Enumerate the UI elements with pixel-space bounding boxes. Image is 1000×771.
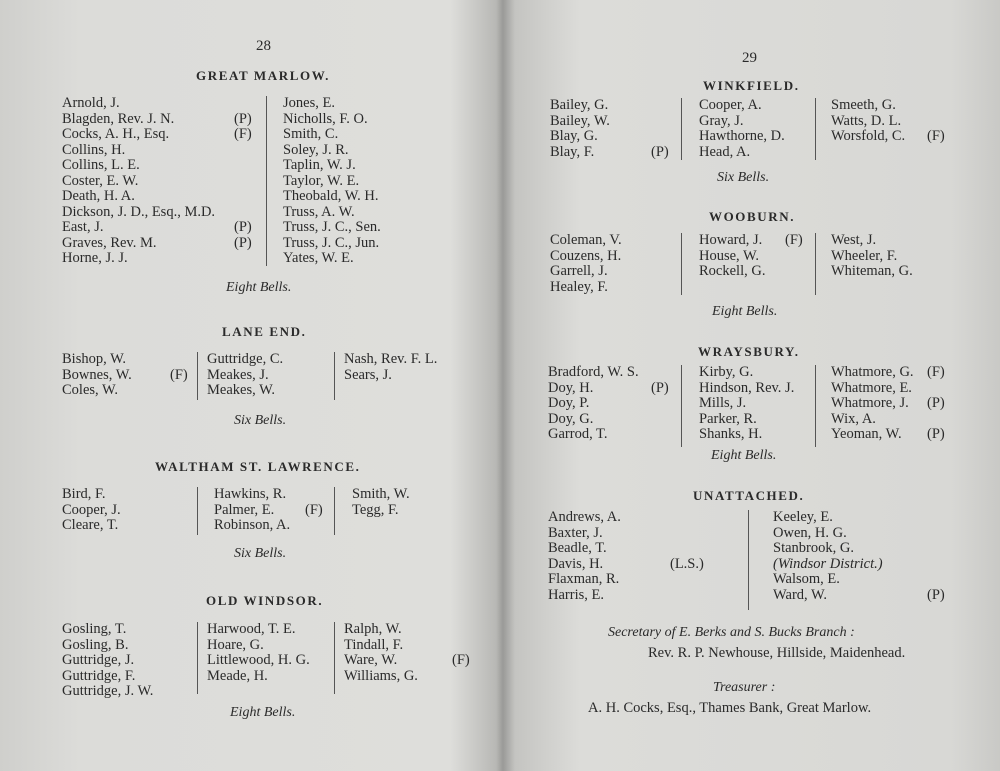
ringing-status-tag — [927, 98, 945, 114]
member-name: Arnold, J. — [62, 95, 120, 111]
ringing-status-tag — [651, 396, 669, 412]
ringing-status-tag — [234, 189, 252, 205]
member-name: Howard, J. — [699, 232, 763, 248]
secretary-value: Rev. R. P. Newhouse, Hillside, Maidenhead. — [648, 645, 906, 661]
ringing-status-tag — [785, 264, 803, 280]
member-name: Andrews, A. — [548, 509, 621, 525]
ringing-status-tag — [670, 572, 704, 588]
ringing-status-tag: (F) — [234, 126, 252, 142]
member-name: Tindall, F. — [344, 636, 404, 653]
bells-note: Eight Bells. — [711, 448, 777, 463]
member-name: Watts, D. L. — [831, 112, 902, 129]
member-name: Flaxman, R. — [548, 571, 620, 587]
member-name: Coster, E. W. — [62, 172, 139, 189]
wraysbury-tags-3 — [927, 365, 945, 443]
ringing-status-tag — [452, 638, 470, 654]
member-name: Truss, J. C., Jun. — [283, 234, 380, 251]
member-name: Blay, G. — [550, 128, 598, 144]
wooburn-column-3 — [831, 233, 913, 280]
member-name: Taylor, W. E. — [283, 172, 360, 189]
ringing-status-tag — [234, 96, 252, 112]
member-name: Bradford, W. S. — [548, 364, 639, 380]
member-name: Wheeler, F. — [831, 247, 898, 264]
member-name: Robinson, A. — [214, 517, 291, 533]
member-name: Guttridge, F. — [62, 667, 136, 684]
ringing-status-tag — [670, 510, 704, 526]
section-heading-great-marlow: GREAT MARLOW. — [196, 68, 330, 83]
ringing-status-tag — [234, 251, 252, 267]
winkfield-tags-3 — [927, 98, 945, 145]
treasurer-value: A. H. Cocks, Esq., Thames Bank, Great Marlow. — [588, 700, 872, 716]
member-name: Theobald, W. H. — [283, 188, 379, 204]
ringing-status-tag — [234, 205, 252, 221]
column-divider — [197, 487, 198, 535]
member-name: Ralph, W. — [344, 621, 402, 637]
great-marlow-column-2 — [283, 96, 381, 267]
unattached-column-2 — [773, 510, 883, 603]
member-name: Hindson, Rev. J. — [699, 379, 795, 396]
ringing-status-tag — [651, 427, 669, 443]
column-divider — [748, 510, 749, 610]
ringing-status-tag — [670, 588, 704, 604]
ringing-status-tag: (P) — [651, 379, 669, 396]
member-name: Jones, E. — [283, 95, 335, 111]
wooburn-column-1 — [550, 233, 622, 295]
member-name: (Windsor District.) — [773, 555, 883, 572]
member-name: Bailey, W. — [550, 112, 610, 129]
old-windsor-column-1 — [62, 622, 153, 700]
member-name: Guttridge, C. — [207, 351, 284, 367]
member-name: Garrod, T. — [548, 426, 608, 442]
bells-note: Six Bells. — [234, 413, 287, 428]
ringing-status-tag: (L.S.) — [670, 555, 704, 572]
member-name: Wix, A. — [831, 410, 876, 427]
section-heading-waltham-st-lawrence: WALTHAM ST. LAWRENCE. — [155, 459, 361, 474]
member-name: Nicholls, F. O. — [283, 110, 368, 127]
member-name: Baxter, J. — [548, 524, 603, 541]
ringing-status-tag — [651, 129, 669, 145]
member-name: Whatmore, G. — [831, 364, 914, 380]
ringing-status-tag — [305, 518, 323, 534]
member-name: Meakes, J. — [207, 366, 269, 383]
ringing-status-tag — [927, 557, 945, 573]
ringing-status-tag — [927, 114, 945, 130]
member-name: Gosling, B. — [62, 636, 129, 653]
waltham-tags-2 — [305, 487, 323, 534]
member-name: Truss, J. C., Sen. — [283, 219, 381, 235]
column-divider — [681, 98, 682, 160]
bells-note: Eight Bells. — [230, 705, 296, 720]
member-name: Yates, W. E. — [283, 250, 354, 266]
member-name: Gosling, T. — [62, 621, 127, 637]
member-name: Smith, C. — [283, 126, 339, 142]
winkfield-column-1 — [550, 98, 610, 160]
winkfield-column-2 — [699, 98, 785, 160]
ringing-status-tag — [651, 114, 669, 130]
member-name: Bailey, G. — [550, 97, 609, 113]
member-name: Stanbrook, G. — [773, 540, 854, 556]
ringing-status-tag — [651, 365, 669, 381]
member-name: Tegg, F. — [352, 501, 399, 518]
ringing-status-tag: (F) — [927, 128, 945, 144]
member-name: Hoare, G. — [207, 636, 264, 653]
member-name: Walsom, E. — [773, 571, 840, 587]
member-name: Coles, W. — [62, 382, 118, 398]
old-windsor-tags-3 — [452, 622, 470, 684]
member-name: Littlewood, H. G. — [207, 652, 310, 668]
ringing-status-tag — [927, 510, 945, 526]
winkfield-tags-1 — [651, 98, 669, 160]
member-name: Bishop, W. — [62, 351, 127, 367]
member-name: Collins, H. — [62, 141, 126, 158]
bells-note: Six Bells. — [234, 546, 287, 561]
member-name: Smith, W. — [352, 486, 410, 502]
unattached-tags-1 — [670, 510, 704, 603]
member-name: Gray, J. — [699, 112, 744, 129]
member-name: Kirby, G. — [699, 364, 754, 380]
member-name: Bird, F. — [62, 486, 106, 502]
member-name: Cleare, T. — [62, 517, 119, 533]
member-name: Whatmore, E. — [831, 379, 912, 396]
column-divider — [815, 365, 816, 447]
member-name: Whatmore, J. — [831, 395, 909, 411]
member-name: Harwood, T. E. — [207, 621, 296, 637]
member-name: Harris, E. — [548, 586, 604, 603]
column-divider — [681, 233, 682, 295]
member-name: Bownes, W. — [62, 366, 132, 383]
ringing-status-tag: (F) — [785, 232, 803, 248]
ringing-status-tag: (P) — [234, 234, 252, 251]
member-name: Hawkins, R. — [214, 486, 287, 502]
member-name: Ward, W. — [773, 586, 828, 603]
column-divider — [197, 622, 198, 694]
ringing-status-tag: (F) — [170, 366, 188, 383]
column-divider — [815, 233, 816, 295]
member-name: West, J. — [831, 232, 877, 248]
member-name: Nash, Rev. F. L. — [344, 351, 438, 367]
column-divider — [334, 352, 335, 400]
old-windsor-column-2 — [207, 622, 310, 684]
member-name: Death, H. A. — [62, 188, 135, 204]
old-windsor-column-3 — [344, 622, 418, 684]
wraysbury-column-1 — [548, 365, 639, 443]
ringing-status-tag: (F) — [305, 501, 323, 518]
member-name: Graves, Rev. M. — [62, 234, 157, 251]
ringing-status-tag — [670, 541, 704, 557]
wraysbury-column-3 — [831, 365, 914, 443]
lane-end-column-1 — [62, 352, 132, 399]
ringing-status-tag: (P) — [234, 110, 252, 127]
member-name: Couzens, H. — [550, 247, 622, 264]
member-name: Ware, W. — [344, 652, 398, 668]
ringing-status-tag — [305, 487, 323, 503]
member-name: Blay, F. — [550, 143, 595, 160]
section-heading-lane-end: LANE END. — [222, 324, 307, 339]
member-name: Worsfold, C. — [831, 128, 906, 144]
member-name: Doy, G. — [548, 410, 594, 427]
ringing-status-tag: (P) — [234, 219, 252, 235]
member-name: Coleman, V. — [550, 232, 622, 248]
member-name: Cooper, J. — [62, 501, 121, 518]
waltham-column-1 — [62, 487, 121, 534]
column-divider — [266, 96, 267, 266]
column-divider — [334, 622, 335, 694]
member-name: Healey, F. — [550, 278, 608, 295]
lane-end-column-3 — [344, 352, 437, 383]
member-name: Palmer, E. — [214, 501, 275, 518]
ringing-status-tag — [651, 98, 669, 114]
bells-note: Eight Bells. — [226, 280, 292, 295]
ringing-status-tag: (P) — [927, 395, 945, 411]
great-marlow-tags-1 — [234, 96, 252, 267]
member-name: Soley, J. R. — [283, 141, 349, 158]
ringing-status-tag — [927, 572, 945, 588]
member-name: Cooper, A. — [699, 97, 762, 113]
member-name: Davis, H. — [548, 555, 604, 572]
wooburn-tags-2 — [785, 233, 803, 280]
member-name: Doy, P. — [548, 395, 590, 411]
wooburn-column-2 — [699, 233, 765, 280]
column-divider — [334, 487, 335, 535]
member-name: Shanks, H. — [699, 426, 763, 442]
ringing-status-tag: (P) — [651, 143, 669, 160]
bells-note: Six Bells. — [717, 170, 770, 185]
ringing-status-tag — [452, 622, 470, 638]
ringing-status-tag: (P) — [927, 426, 945, 442]
column-divider — [197, 352, 198, 400]
member-name: Blagden, Rev. J. N. — [62, 110, 175, 127]
section-heading-wooburn: WOOBURN. — [709, 209, 796, 224]
member-name: Whiteman, G. — [831, 263, 913, 279]
page-29 — [505, 0, 1000, 771]
waltham-column-3 — [352, 487, 410, 518]
treasurer-label: Treasurer : — [713, 680, 776, 695]
member-name: East, J. — [62, 219, 104, 235]
member-name: Sears, J. — [344, 366, 392, 383]
member-name: Doy, H. — [548, 379, 594, 396]
member-name: House, W. — [699, 247, 760, 264]
member-name: Dickson, J. D., Esq., M.D. — [62, 203, 216, 220]
ringing-status-tag: (F) — [927, 364, 945, 380]
unattached-tags-2 — [927, 510, 945, 603]
ringing-status-tag — [234, 158, 252, 174]
winkfield-column-3 — [831, 98, 905, 145]
ringing-status-tag — [234, 143, 252, 159]
column-divider — [815, 98, 816, 160]
member-name: Guttridge, J. — [62, 652, 135, 668]
member-name: Horne, J. J. — [62, 250, 128, 266]
ringing-status-tag: (P) — [927, 586, 945, 603]
section-heading-unattached: UNATTACHED. — [693, 488, 805, 503]
ringing-status-tag — [170, 352, 188, 368]
page-number: 29 — [742, 50, 757, 66]
ringing-status-tag — [170, 383, 188, 399]
lane-end-tags-1 — [170, 352, 188, 399]
ringing-status-tag — [785, 249, 803, 265]
ringing-status-tag — [927, 381, 945, 397]
column-divider — [681, 365, 682, 447]
member-name: Owen, H. G. — [773, 524, 847, 541]
ringing-status-tag: (F) — [452, 652, 470, 668]
member-name: Truss, A. W. — [283, 203, 355, 220]
member-name: Taplin, W. J. — [283, 157, 356, 173]
bells-note: Eight Bells. — [712, 304, 778, 319]
ringing-status-tag — [452, 669, 470, 685]
wraysbury-tags-1 — [651, 365, 669, 443]
member-name: Parker, R. — [699, 410, 757, 427]
ringing-status-tag — [927, 526, 945, 542]
ringing-status-tag — [234, 174, 252, 190]
member-name: Mills, J. — [699, 395, 747, 411]
member-name: Collins, L. E. — [62, 157, 140, 173]
member-name: Hawthorne, D. — [699, 128, 785, 144]
member-name: Guttridge, J. W. — [62, 683, 154, 699]
ringing-status-tag — [670, 526, 704, 542]
section-heading-old-windsor: OLD WINDSOR. — [206, 593, 324, 608]
page-number: 28 — [256, 38, 271, 54]
ringing-status-tag — [927, 412, 945, 428]
member-name: Meade, H. — [207, 667, 268, 684]
member-name: Williams, G. — [344, 667, 418, 684]
member-name: Garrell, J. — [550, 263, 608, 279]
member-name: Meakes, W. — [207, 382, 276, 398]
lane-end-column-2 — [207, 352, 283, 399]
member-name: Keeley, E. — [773, 509, 833, 525]
great-marlow-column-1 — [62, 96, 215, 267]
section-heading-winkfield: WINKFIELD. — [703, 78, 800, 93]
unattached-column-1 — [548, 510, 621, 603]
ringing-status-tag — [927, 541, 945, 557]
member-name: Rockell, G. — [699, 263, 766, 279]
member-name: Yeoman, W. — [831, 426, 902, 442]
ringing-status-tag — [651, 412, 669, 428]
section-heading-wraysbury: WRAYSBURY. — [698, 344, 800, 359]
member-name: Cocks, A. H., Esq. — [62, 126, 170, 142]
wraysbury-column-2 — [699, 365, 794, 443]
member-name: Beadle, T. — [548, 540, 607, 556]
waltham-column-2 — [214, 487, 290, 534]
secretary-label: Secretary of E. Berks and S. Bucks Branch : — [608, 625, 855, 640]
member-name: Head, A. — [699, 143, 751, 160]
member-name: Smeeth, G. — [831, 97, 896, 113]
